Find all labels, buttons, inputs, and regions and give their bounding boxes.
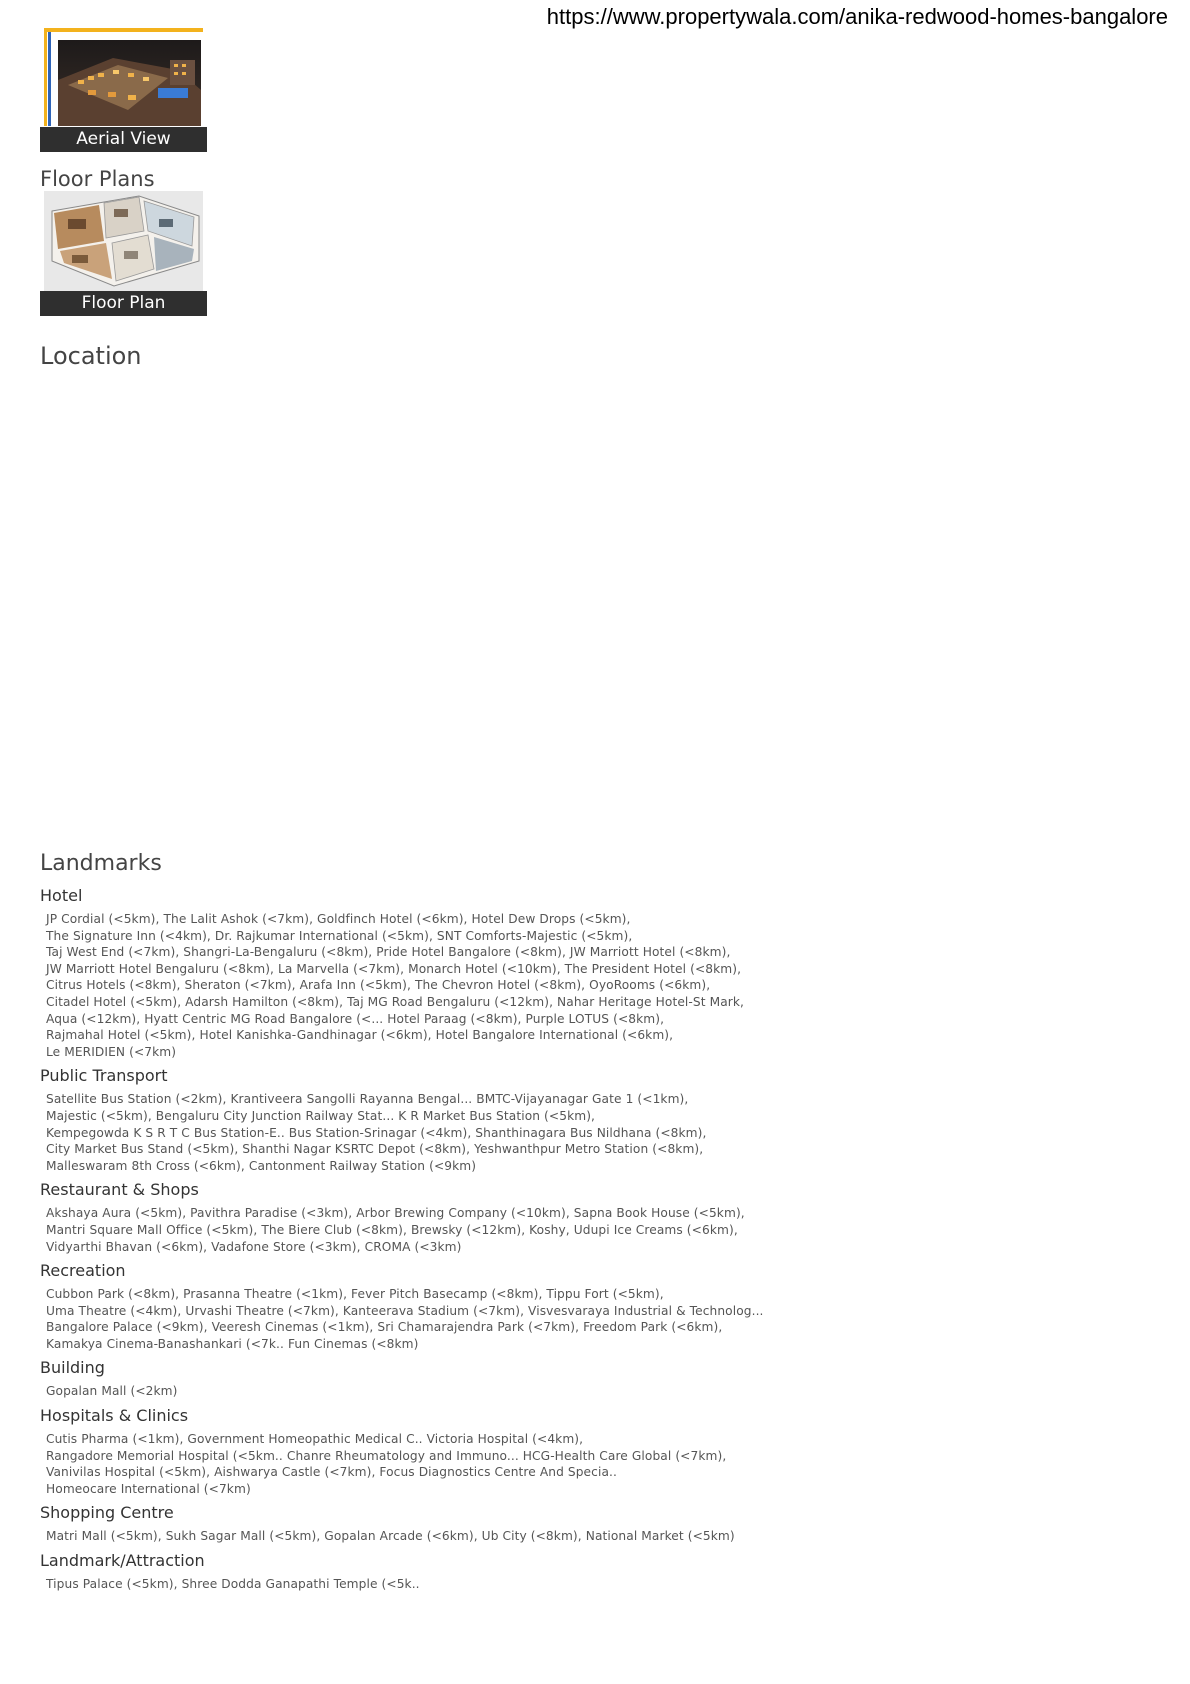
floor-plan-image [44,191,203,291]
category-title: Restaurant & Shops [40,1180,199,1200]
landmark-category-recreation [40,1261,780,1352]
frame-accent-left [44,28,47,126]
landmark-line: Kamakya Cinema-Banashankari (<7k.. Fun Cinemas (<8km) [46,1336,419,1351]
landmark-line: JP Cordial (<5km), The Lalit Ashok (<7km), Goldfinch Hotel (<6km), Hotel Dew Drops (<5km), [46,912,631,926]
landmark-line: Gopalan Mall (<2km) [46,1384,178,1399]
category-title: Hospitals & Clinics [40,1406,189,1426]
landmark-category-attraction [40,1551,780,1593]
source-url[interactable]: https://www.propertywala.com/anika-redwood-homes-bangalore [546,4,1168,29]
floor-plan-thumbnail[interactable] [40,191,207,317]
landmark-line: Satellite Bus Station (<2km), Krantiveera Sangolli Rayanna Bengal... BMTC-Vijayanagar Gate 1 (<1km), [46,1092,689,1107]
landmarks-heading: Landmarks [40,851,162,876]
category-items [46,1528,780,1545]
location-heading: Location [40,342,142,370]
category-items [46,1431,780,1497]
category-title: Public Transport [40,1066,168,1086]
landmark-line: Rajmahal Hotel (<5km), Hotel Kanishka-Gandhinagar (<6km), Hotel Bangalore International (<6km), [46,1028,674,1043]
landmark-category-shopping-centre [40,1503,780,1545]
landmark-category-building [40,1358,780,1400]
landmark-line: Mantri Square Mall Office (<5km), The Biere Club (<8km), Brewsky (<12km), Koshy, Udupi Ice Creams (<6km), [46,1222,738,1237]
landmark-line: Vidyarthi Bhavan (<6km), Vadafone Store (<3km), CROMA (<3km) [46,1239,462,1254]
landmark-line: Cutis Pharma (<1km), Government Homeopathic Medical C.. Victoria Hospital (<4km), [46,1432,584,1447]
landmark-line: Citadel Hotel (<5km), Adarsh Hamilton (<8km), Taj MG Road Bengaluru (<12km), Nahar Heritage Hotel-St Mark, [46,994,745,1009]
landmark-line: JW Marriott Hotel Bengaluru (<8km), La Marvella (<7km), Monarch Hotel (<10km), The President Hotel (<8km), [46,961,742,976]
landmark-line: Le MERIDIEN (<7km) [46,1044,177,1059]
category-items [46,1286,780,1352]
aerial-view-image [58,40,201,126]
landmarks-list [40,886,780,1599]
category-items [46,1383,780,1400]
landmark-category-public-transport [40,1066,780,1174]
landmark-category-hospitals-clinics [40,1406,780,1497]
category-title: Recreation [40,1261,126,1281]
landmark-line: Akshaya Aura (<5km), Pavithra Paradise (<3km), Arbor Brewing Company (<10km), Sapna Book House (<5km), [46,1206,745,1221]
landmark-line: Vanivilas Hospital (<5km), Aishwarya Castle (<7km), Focus Diagnostics Centre And Specia.. [46,1465,617,1480]
landmark-line: Cubbon Park (<8km), Prasanna Theatre (<1km), Fever Pitch Basecamp (<8km), Tippu Fort (<5km), [46,1287,664,1302]
landmark-line: Matri Mall (<5km), Sukh Sagar Mall (<5km), Gopalan Arcade (<6km), Ub City (<8km), National Market (<5km) [46,1529,735,1544]
landmark-line: Aqua (<12km), Hyatt Centric MG Road Bangalore (<... Hotel Paraag (<8km), Purple LOTUS (<8km), [46,1011,665,1026]
category-title: Shopping Centre [40,1503,174,1523]
floor-plans-heading: Floor Plans [40,167,155,191]
landmark-line: Bangalore Palace (<9km), Veeresh Cinemas (<1km), Sri Chamarajendra Park (<7km), Freedom Park (<6km), [46,1320,723,1335]
landmark-line: Citrus Hotels (<8km), Sheraton (<7km), Arafa Inn (<5km), The Chevron Hotel (<8km), OyoRooms (<6km), [46,978,711,993]
category-title: Hotel [40,886,83,905]
frame-accent-blue [48,32,51,126]
landmark-line: Uma Theatre (<4km), Urvashi Theatre (<7km), Kanteerava Stadium (<7km), Visvesvaraya Industrial & Technolog... [46,1303,764,1318]
landmark-category-restaurant-shops [40,1180,780,1255]
landmark-line: The Signature Inn (<4km), Dr. Rajkumar International (<5km), SNT Comforts-Majestic (<5km), [46,928,633,943]
aerial-view-caption: Aerial View [40,127,207,152]
category-items [46,911,780,1060]
landmark-line: Rangadore Memorial Hospital (<5km.. Chanre Rheumatology and Immuno... HCG-Health Care Global (<7km), [46,1448,727,1463]
landmark-line: Malleswaram 8th Cross (<6km), Cantonment Railway Station (<9km) [46,1158,477,1173]
landmark-line: Homeocare International (<7km) [46,1481,251,1496]
landmark-line: Kempegowda K S R T C Bus Station-E.. Bus Station-Srinagar (<4km), Shanthinagara Bus Nildhana (<8km), [46,1125,707,1140]
location-map-area [40,380,780,830]
landmark-line: Taj West End (<7km), Shangri-La-Bengaluru (<8km), Pride Hotel Bangalore (<8km), JW Marriott Hotel (<8km), [46,945,731,960]
landmark-category-hotel [40,886,780,1060]
category-items [46,1576,780,1593]
landmark-line: Tipus Palace (<5km), Shree Dodda Ganapathi Temple (<5k.. [46,1577,420,1592]
landmark-line: Majestic (<5km), Bengaluru City Junction Railway Stat... K R Market Bus Station (<5km), [46,1108,596,1123]
floor-plan-caption: Floor Plan [40,291,207,316]
category-title: Building [40,1358,105,1378]
category-items [46,1205,780,1255]
category-items [46,1091,780,1174]
aerial-view-thumbnail[interactable] [40,28,207,153]
landmark-line: City Market Bus Stand (<5km), Shanthi Nagar KSRTC Depot (<8km), Yeshwanthpur Metro Station (<8km), [46,1142,704,1157]
category-title: Landmark/Attraction [40,1551,205,1571]
frame-accent-top [44,28,203,32]
